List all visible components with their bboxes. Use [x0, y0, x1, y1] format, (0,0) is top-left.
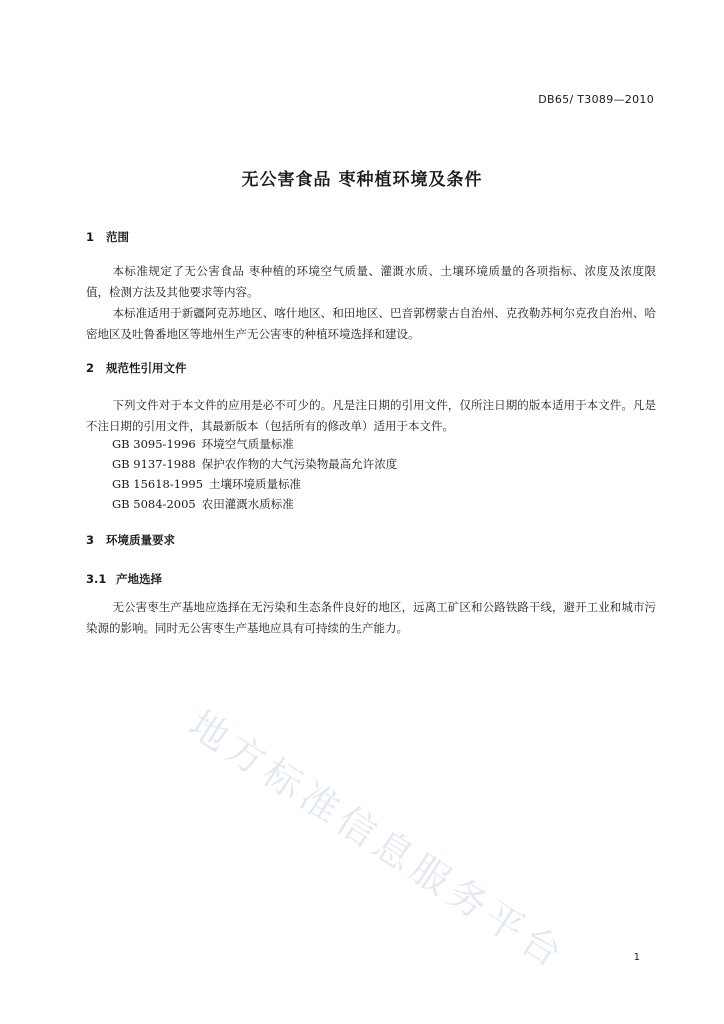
section-heading-environment [86, 532, 175, 548]
section-title: 范围 [106, 230, 129, 244]
document-title: 无公害食品 枣种植环境及条件 [241, 170, 483, 190]
subsection-number: 3.1 [86, 572, 107, 586]
watermark: 地方标准信息服务平台 [181, 701, 575, 979]
reference-item [112, 434, 397, 454]
section-title: 规范性引用文件 [106, 361, 187, 375]
section-heading-scope [86, 229, 129, 245]
reference-list [112, 434, 397, 514]
reference-name: 农田灌溉水质标准 [201, 497, 294, 511]
subsection-title: 产地选择 [116, 572, 162, 586]
standard-code: DB65/ T3089—2010 [538, 93, 654, 106]
section-title: 环境质量要求 [106, 533, 175, 547]
reference-item [112, 494, 397, 514]
section-number: 2 [86, 361, 95, 375]
subsection-heading-site-selection [86, 571, 162, 587]
reference-name: 保护农作物的大气污染物最高允许浓度 [201, 457, 398, 471]
reference-code: GB 9137-1988 [112, 457, 196, 471]
section-number: 1 [86, 230, 95, 244]
reference-name: 环境空气质量标准 [201, 437, 294, 451]
reference-code: GB 3095-1996 [112, 437, 196, 451]
page-number: 1 [633, 952, 640, 963]
references-intro: 下列文件对于本文件的应用是必不可少的。凡是注日期的引用文件，仅所注日期的版本适用于本文件。凡是不注日期的引用文件，其最新版本（包括所有的修改单）适用于本文件。 [86, 398, 656, 433]
reference-item [112, 454, 397, 474]
reference-code: GB 5084-2005 [112, 497, 196, 511]
scope-paragraph: 本标准适用于新疆阿克苏地区、喀什地区、和田地区、巴音郭楞蒙古自治州、克孜勒苏柯尔克孜自治州、哈密地区及吐鲁番地区等地州生产无公害枣的种植环境选择和建设。 [86, 306, 656, 341]
section-heading-references [86, 360, 187, 376]
reference-item [112, 474, 397, 494]
scope-paragraph: 本标准规定了无公害食品 枣种植的环境空气质量、灌溉水质、土壤环境质量的各项指标、浓度及浓度限值，检测方法及其他要求等内容。 [86, 264, 656, 299]
reference-code: GB 15618-1995 [112, 477, 204, 491]
section-number: 3 [86, 533, 95, 547]
site-selection-paragraph: 无公害枣生产基地应选择在无污染和生态条件良好的地区，远离工矿区和公路铁路干线，避开工业和城市污染源的影响。同时无公害枣生产基地应具有可持续的生产能力。 [86, 600, 656, 635]
reference-name: 土壤环境质量标准 [209, 477, 302, 491]
